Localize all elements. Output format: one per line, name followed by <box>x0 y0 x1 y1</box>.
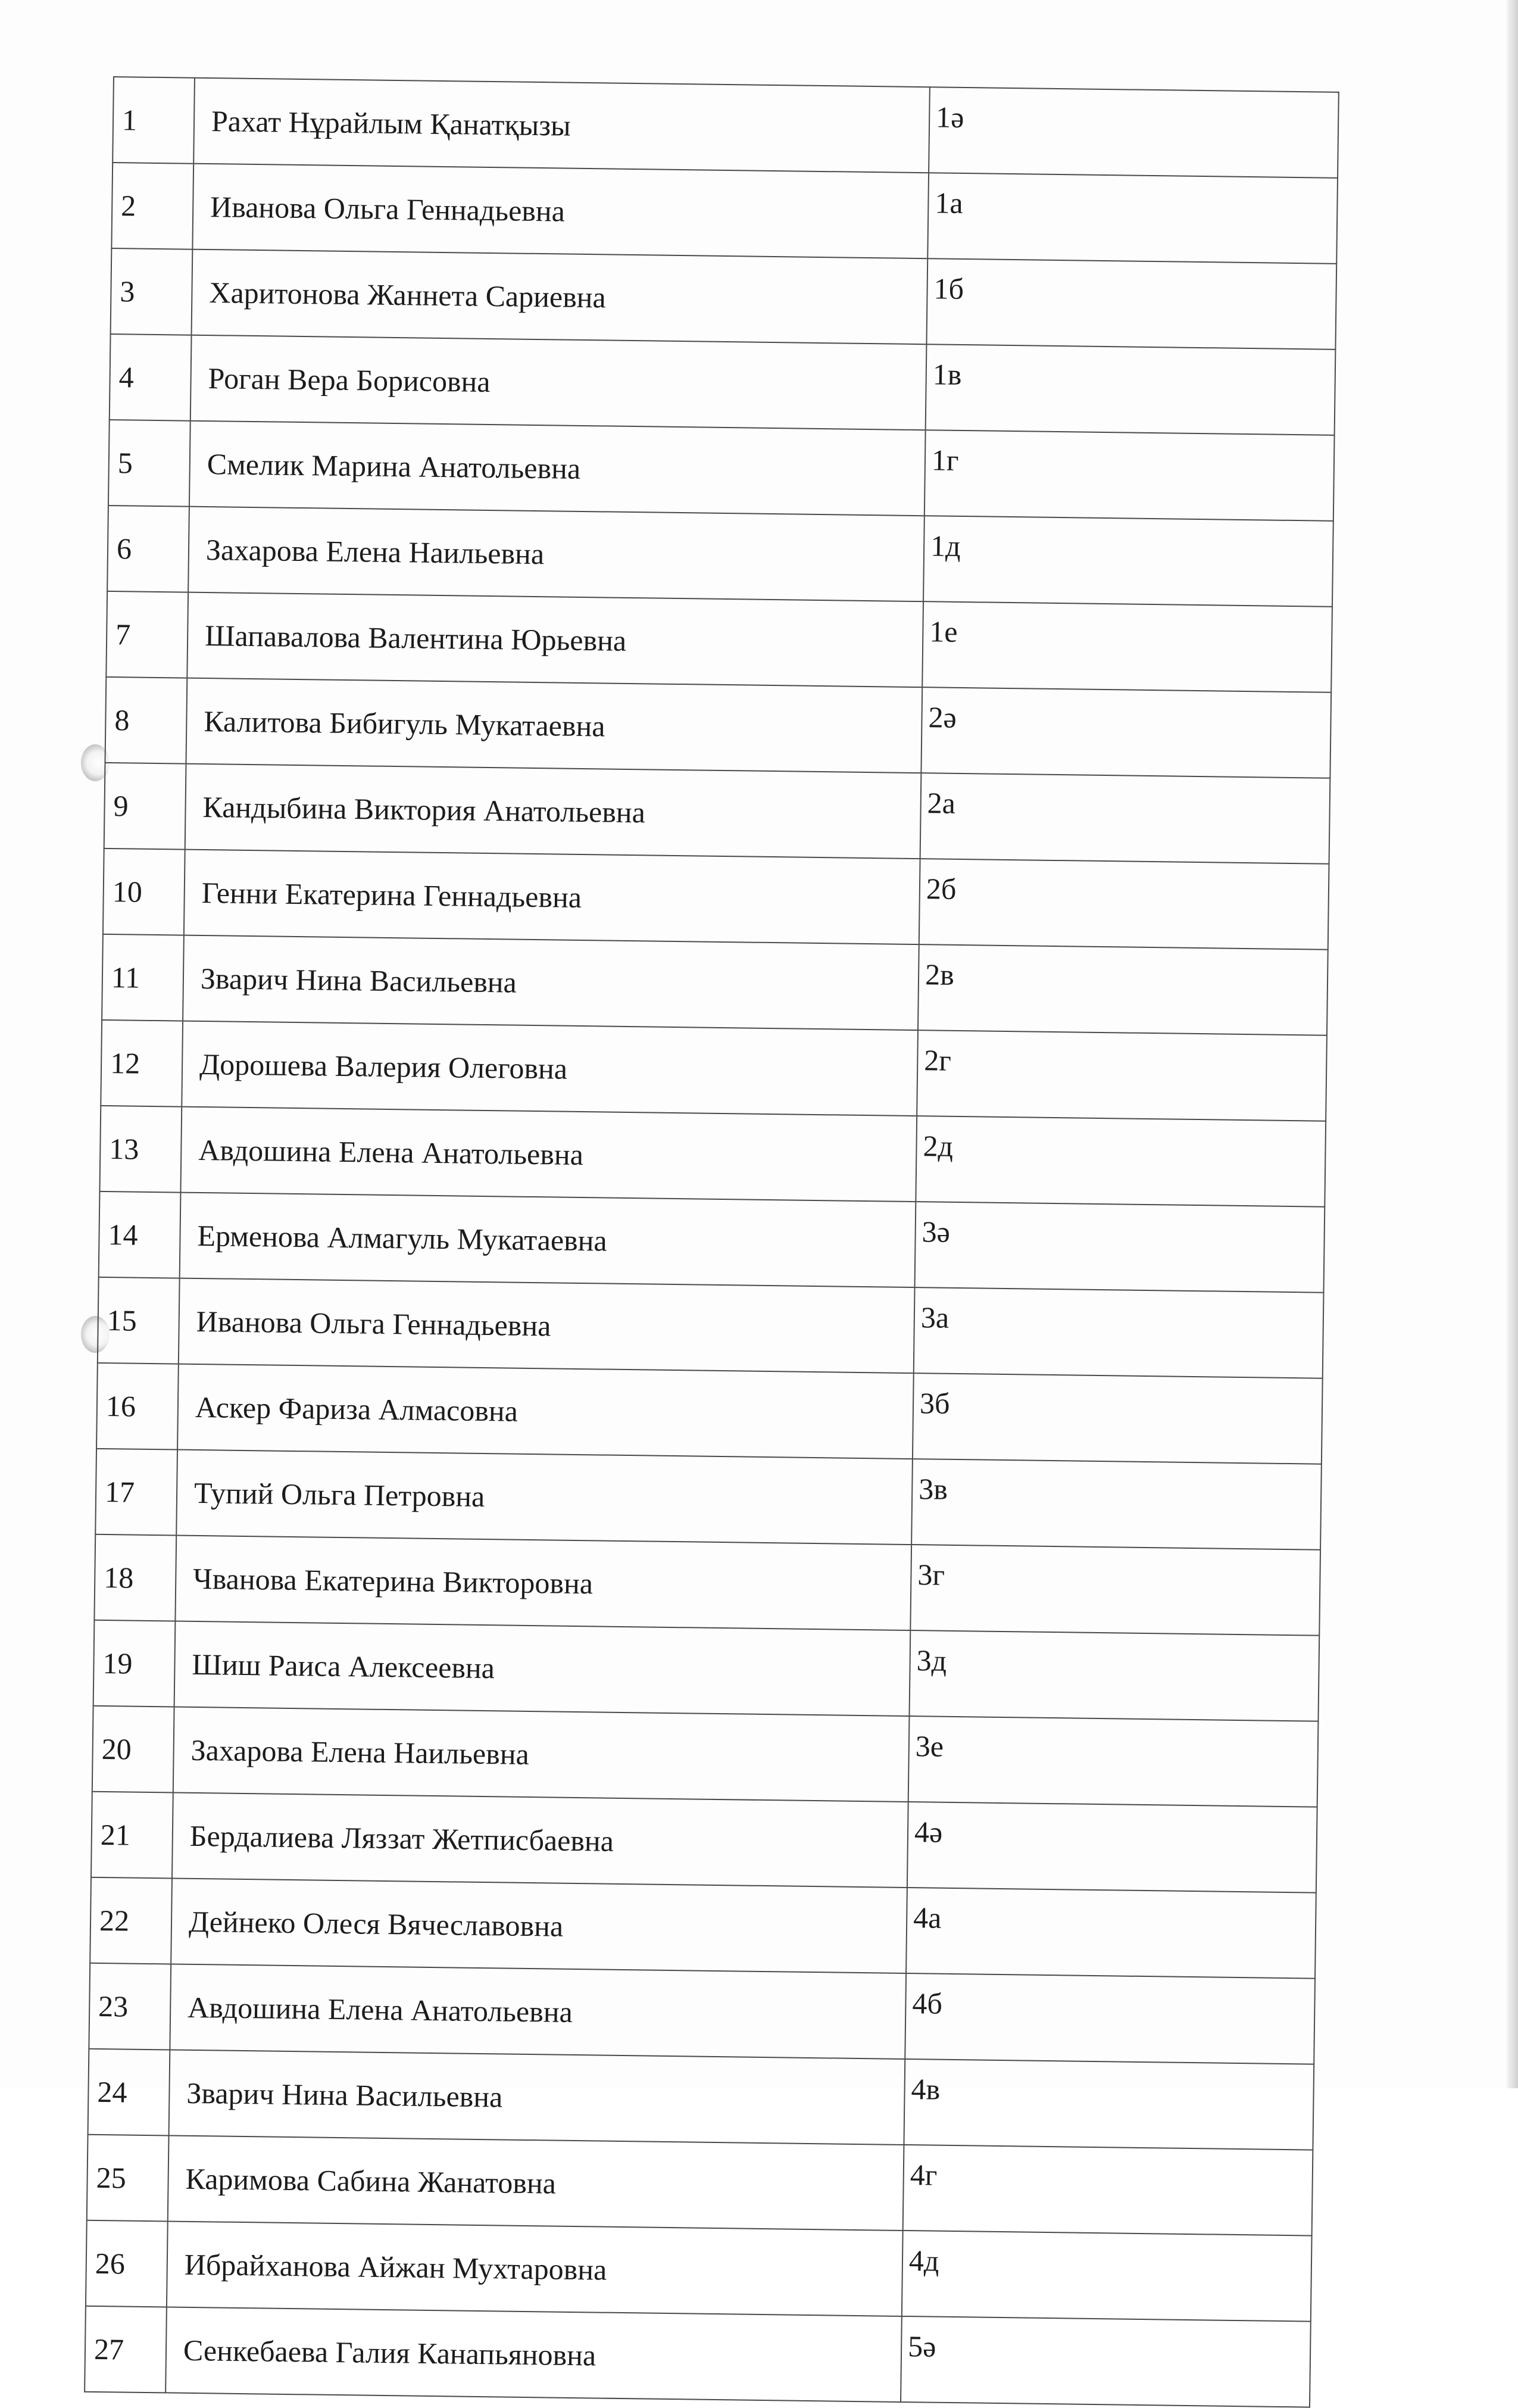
row-number: 9 <box>104 763 186 850</box>
table-row <box>106 591 1332 693</box>
class-label: 3в <box>911 1459 1322 1550</box>
class-label: 2б <box>919 859 1329 950</box>
row-number: 7 <box>106 591 188 678</box>
row-number: 10 <box>103 849 185 935</box>
teacher-name: Дорошева Валерия Олеговна <box>182 1021 918 1116</box>
table-row <box>91 1792 1317 1893</box>
row-number: 21 <box>91 1792 173 1879</box>
table-row <box>108 420 1335 521</box>
class-label: 1д <box>923 516 1333 607</box>
teacher-name: Каримова Сабина Жанатовна <box>168 2135 904 2231</box>
class-label: 1е <box>922 601 1332 693</box>
row-number: 5 <box>108 420 190 507</box>
teacher-name: Аскер Фариза Алмасовна <box>177 1364 914 1459</box>
class-label: 4г <box>903 2145 1313 2236</box>
class-label: 2в <box>918 944 1328 1035</box>
table-row <box>90 1877 1316 1979</box>
table-row <box>87 2135 1313 2236</box>
table-row <box>85 2306 1311 2407</box>
teacher-name: Зварич Нина Васильевна <box>183 935 919 1031</box>
row-number: 8 <box>105 677 188 764</box>
teacher-name: Генни Екатерина Геннадьевна <box>184 850 920 945</box>
table-row <box>101 1020 1327 1121</box>
row-number: 17 <box>95 1449 177 1536</box>
class-label: 3а <box>914 1287 1324 1378</box>
table-row <box>96 1363 1323 1464</box>
teacher-name: Шапавалова Валентина Юрьевна <box>187 592 923 688</box>
teacher-name: Сенкебаева Галия Канапьяновна <box>165 2307 902 2402</box>
row-number: 3 <box>111 248 193 335</box>
row-number: 13 <box>99 1106 182 1193</box>
row-number: 6 <box>107 506 189 592</box>
teacher-name: Кандыбина Виктория Анатольевна <box>185 764 922 859</box>
teacher-name: Тупий Ольга Петровна <box>176 1450 913 1545</box>
row-number: 18 <box>94 1534 176 1621</box>
table-row <box>89 1963 1315 2064</box>
row-number: 4 <box>110 334 192 421</box>
teacher-name: Ерменова Алмагуль Мукатаевна <box>180 1193 916 1288</box>
class-label: 1г <box>924 430 1335 521</box>
teacher-class-table <box>84 76 1339 2408</box>
class-label: 3е <box>908 1716 1319 1807</box>
teacher-name: Рахат Нұрайлым Қанатқызы <box>193 78 930 173</box>
table-body <box>85 77 1339 2407</box>
row-number: 19 <box>93 1620 176 1707</box>
class-label: 4а <box>906 1888 1316 1979</box>
class-label: 5ә <box>901 2316 1311 2407</box>
teacher-name: Чванова Екатерина Викторовна <box>175 1536 911 1631</box>
row-number: 1 <box>113 77 195 164</box>
row-number: 12 <box>101 1020 183 1107</box>
row-number: 11 <box>102 934 184 1021</box>
teacher-name: Бердалиева Ляззат Жетписбаевна <box>172 1792 908 1888</box>
class-label: 3г <box>910 1545 1320 1636</box>
teacher-name: Иванова Ольга Геннадьевна <box>179 1278 915 1374</box>
table-row <box>88 2049 1314 2150</box>
class-label: 2а <box>920 773 1330 864</box>
teacher-name: Харитонова Жаннета Сариевна <box>192 249 928 345</box>
row-number: 25 <box>87 2135 169 2222</box>
row-number: 22 <box>90 1877 172 1964</box>
table-row <box>111 248 1337 350</box>
table-row <box>107 506 1333 607</box>
row-number: 15 <box>98 1277 180 1364</box>
table-row <box>86 2220 1312 2322</box>
table-row <box>94 1534 1320 1636</box>
table-row <box>99 1191 1325 1293</box>
teacher-name: Зварич Нина Васильевна <box>169 2050 905 2145</box>
class-label: 3д <box>909 1630 1319 1721</box>
class-label: 4д <box>902 2231 1312 2322</box>
teacher-name: Авдошина Елена Анатольевна <box>170 1964 906 2059</box>
class-label: 3б <box>913 1373 1323 1464</box>
class-label: 2г <box>917 1030 1327 1121</box>
class-label: 2д <box>916 1116 1326 1207</box>
table-row <box>113 77 1339 178</box>
class-label: 1в <box>926 344 1336 435</box>
row-number: 20 <box>92 1706 174 1793</box>
table-row <box>104 763 1330 864</box>
teacher-name: Смелик Марина Анатольевна <box>189 421 926 516</box>
class-label: 4ә <box>907 1802 1317 1893</box>
teacher-name: Захарова Елена Наильевна <box>188 507 924 602</box>
row-number: 2 <box>111 163 193 249</box>
teacher-name: Шиш Раиса Алексеевна <box>174 1621 911 1717</box>
table-row <box>111 163 1338 264</box>
row-number: 16 <box>96 1363 179 1450</box>
class-label: 1б <box>926 258 1336 350</box>
class-label: 1ә <box>929 87 1339 178</box>
class-label: 4в <box>904 2059 1314 2150</box>
row-number: 24 <box>88 2049 170 2136</box>
row-number: 26 <box>86 2220 168 2307</box>
table-row <box>93 1620 1320 1721</box>
table-row <box>105 677 1332 778</box>
class-label: 2ә <box>921 687 1331 778</box>
teacher-name: Захарова Елена Наильевна <box>173 1707 910 1802</box>
table-row <box>103 849 1329 950</box>
class-label: 3ә <box>915 1202 1325 1293</box>
teacher-name: Авдошина Елена Анатольевна <box>180 1107 917 1202</box>
table-row <box>110 334 1336 435</box>
table-row <box>99 1106 1326 1207</box>
class-label: 1а <box>927 173 1338 264</box>
table-row <box>95 1449 1322 1550</box>
teacher-name: Ибрайханова Айжан Мухтаровна <box>167 2221 903 2316</box>
teacher-name: Дейнеко Олеся Вячеславовна <box>171 1878 907 1973</box>
page-edge-shadow <box>1505 0 1518 2088</box>
row-number: 27 <box>85 2306 167 2393</box>
row-number: 14 <box>99 1191 181 1278</box>
teacher-name: Иванова Ольга Геннадьевна <box>192 164 929 259</box>
table-row <box>92 1706 1319 1807</box>
teacher-name: Роган Вера Борисовна <box>190 335 927 431</box>
teacher-name: Калитова Бибигуль Мукатаевна <box>186 678 923 773</box>
class-label: 4б <box>905 1973 1315 2064</box>
table-row <box>102 934 1328 1035</box>
table-row <box>98 1277 1324 1378</box>
row-number: 23 <box>89 1963 171 2050</box>
